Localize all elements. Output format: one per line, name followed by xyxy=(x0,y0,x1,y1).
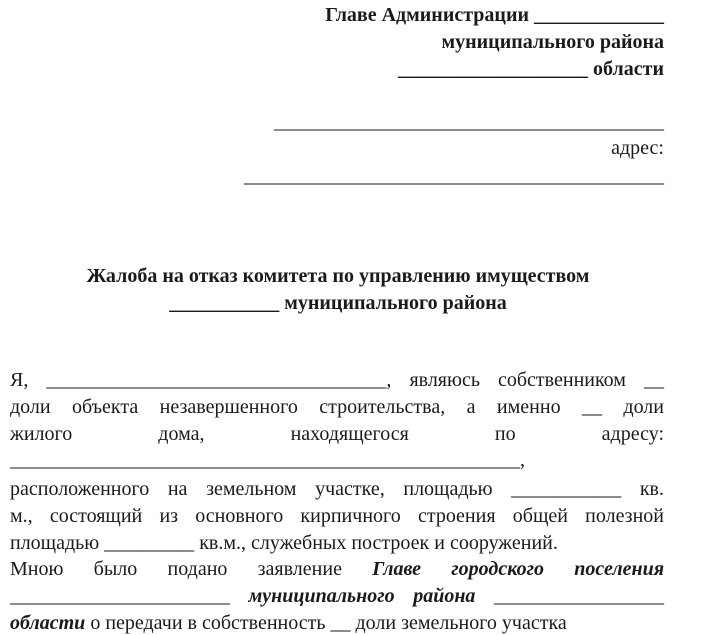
body-line-8 xyxy=(10,557,664,581)
body-line-4: ___________________________________________________, xyxy=(10,449,525,471)
body-line-2: доли объекта незавершенного строительства, а именно __ доли xyxy=(10,396,664,418)
addressee-emphasis: Главе городского поселения xyxy=(372,558,665,580)
applicant-name-blank: _______________________________________ xyxy=(274,111,664,133)
body-line-3: жилого дома, находящегося по адресу: xyxy=(10,423,664,445)
blank: _________________ xyxy=(475,585,665,607)
body-line-10 xyxy=(10,611,567,635)
body-line-7: площадью _________ кв.м., служебных построек и сооружений. xyxy=(10,532,558,554)
body-line-5: расположенного на земельном участке, площадью ___________ кв. xyxy=(10,478,664,500)
blank: ______________________ xyxy=(10,585,249,607)
body-line-1: Я, __________________________________, являюсь собственником __ xyxy=(10,369,664,391)
body-line-6: м., состоящий из основного кирпичного строения общей полезной xyxy=(10,505,664,527)
addressee-line-3: ___________________ области xyxy=(398,58,664,80)
address-blank: __________________________________________ xyxy=(244,165,664,187)
region-emphasis: области xyxy=(10,612,86,634)
document-title-line-1: Жалоба на отказ комитета по управлению имуществом xyxy=(86,265,590,287)
body-text: Мною было подано заявление xyxy=(10,558,373,580)
addressee-line-1: Главе Администрации _____________ xyxy=(325,4,664,26)
document-title-line-2: ___________ муниципального района xyxy=(169,292,507,314)
body-text: о передачи в собственность __ доли земельного участка xyxy=(85,612,567,634)
addressee-line-2: муниципального района xyxy=(441,31,664,53)
district-emphasis: муниципального района xyxy=(248,585,476,607)
address-label: адрес: xyxy=(611,137,664,159)
body-line-9 xyxy=(10,584,664,608)
